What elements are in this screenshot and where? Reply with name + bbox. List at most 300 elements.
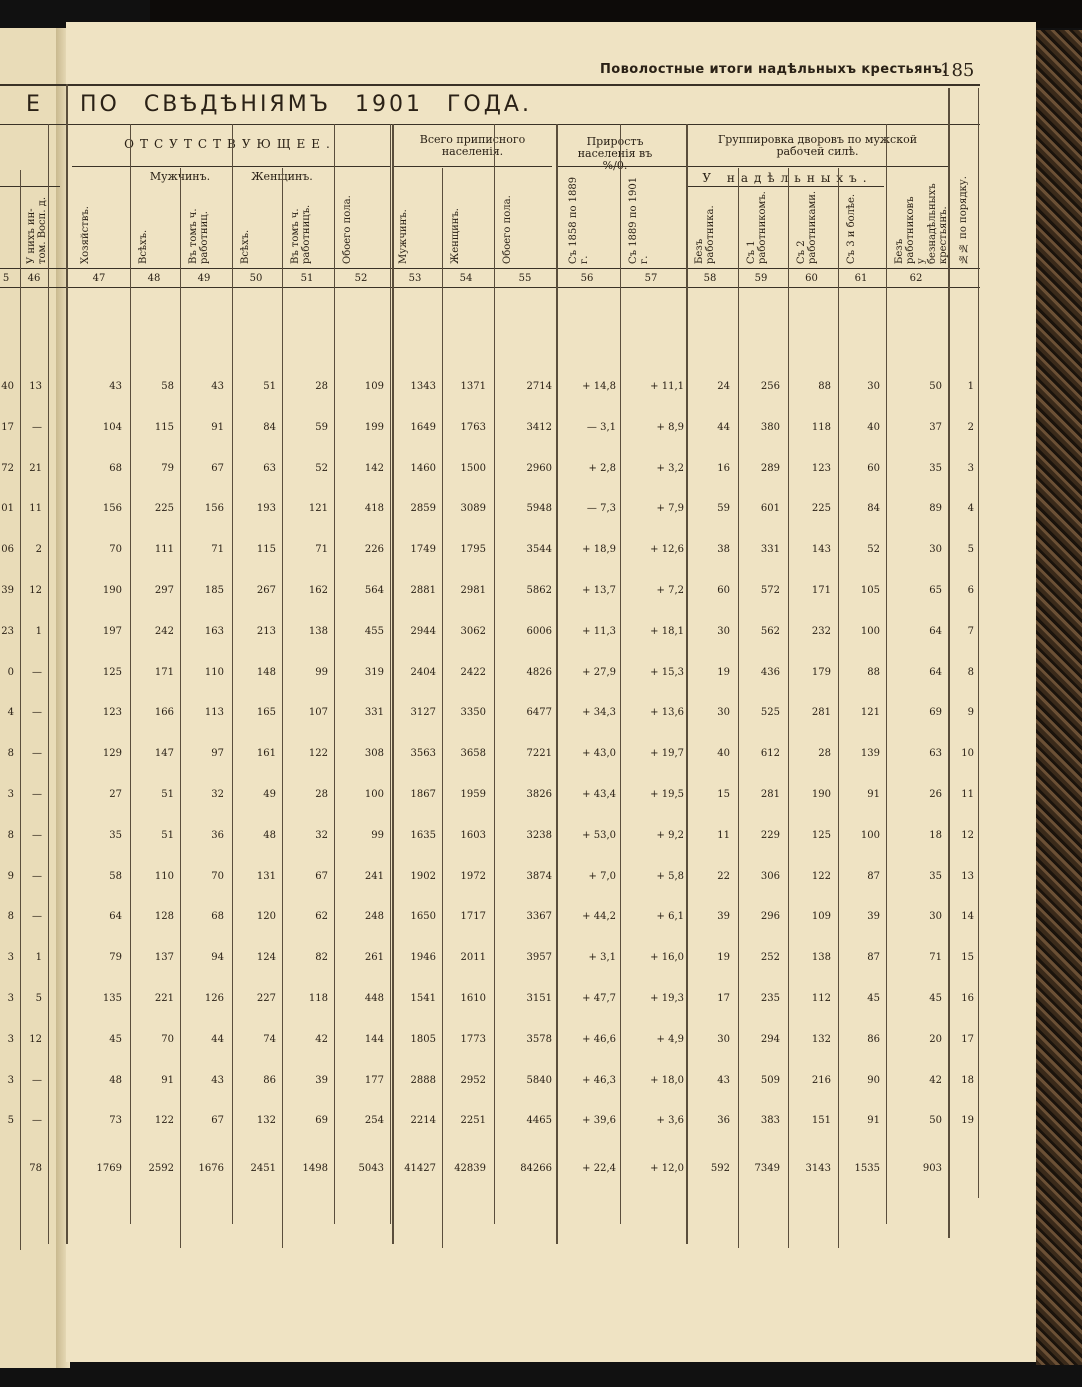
table-cell: 2011 [460,952,486,963]
table-cell: 63 [929,748,942,759]
table-cell: 110 [154,871,174,882]
table-cell: 28 [315,381,328,392]
rule [66,84,68,1244]
table-cell: + 43,4 [582,789,616,800]
rule [392,166,552,167]
table-cell: 39 [315,1075,328,1086]
column-header: №№ по порядку. [958,176,969,264]
table-cell: 67 [211,1115,224,1126]
table-cell: 562 [760,626,780,637]
table-cell: + 15,3 [650,667,684,678]
table-cell: 319 [364,667,384,678]
table-cell: 256 [760,381,780,392]
table-cell: 50 [929,1115,942,1126]
table-cell: 190 [102,585,122,596]
table-cell: 903 [922,1163,942,1174]
table-cell: 12 [961,830,974,841]
column-header: Безъ работниковъ у безнадѣльныхъ крестьянъ. [894,183,949,264]
table-cell: + 19,7 [650,748,684,759]
left-table-cell: 5 [35,993,42,1004]
column-header: Обоего пола. [342,195,353,264]
table-cell: 105 [860,585,880,596]
column-number: 53 [408,273,422,284]
table-cell: 235 [760,993,780,1004]
table-cell: 2981 [460,585,486,596]
table-cell: 40 [717,748,730,759]
title-left-fragment: Е [26,92,40,117]
column-header: Въ томъ ч. работницъ. [290,204,312,264]
table-cell: 2944 [410,626,436,637]
table-cell: 65 [929,585,942,596]
table-cell: 123 [102,707,122,718]
table-cell: 115 [154,422,174,433]
table-cell: 296 [760,911,780,922]
table-cell: 3367 [526,911,552,922]
table-cell: 1535 [854,1163,880,1174]
table-cell: 3350 [460,707,486,718]
table-cell: 63 [263,463,276,474]
table-cell: 232 [811,626,831,637]
table-cell: 44 [717,422,730,433]
column-number: 56 [580,273,594,284]
table-cell: 193 [256,503,276,514]
table-cell: 38 [717,544,730,555]
table-cell: 19 [961,1115,974,1126]
table-cell: 1650 [410,911,436,922]
table-cell: 156 [102,503,122,514]
group-growth: Приростъ населенія въ %/0. [577,135,653,172]
table-cell: + 12,0 [650,1163,684,1174]
table-cell: 161 [256,748,276,759]
table-cell: + 11,3 [582,626,616,637]
table-cell: 45 [929,993,942,1004]
table-cell: 525 [760,707,780,718]
table-cell: 8 [967,667,974,678]
table-cell: 70 [109,544,122,555]
table-cell: 6477 [526,707,552,718]
table-cell: 125 [102,667,122,678]
table-cell: + 5,8 [656,871,684,882]
table-cell: 3151 [526,993,552,1004]
table-cell: 107 [308,707,328,718]
left-table-cell: 11 [29,503,42,514]
table-cell: 148 [256,667,276,678]
table-cell: 19 [717,667,730,678]
table-cell: 1500 [460,463,486,474]
column-number: 57 [644,273,658,284]
table-cell: 213 [256,626,276,637]
table-cell: + 7,9 [656,503,684,514]
left-table-cell: 17 [1,422,14,433]
table-cell: 216 [811,1075,831,1086]
table-cell: 122 [308,748,328,759]
left-table-cell: 23 [1,626,14,637]
table-cell: 138 [308,626,328,637]
table-cell: + 7,0 [588,871,616,882]
table-cell: 59 [717,503,730,514]
rule [494,124,495,1224]
table-cell: 3826 [526,789,552,800]
table-cell: 39 [867,911,880,922]
table-cell: 1 [967,381,974,392]
left-table-cell: — [32,911,42,922]
left-table-cell: 21 [29,463,42,474]
table-cell: + 7,2 [656,585,684,596]
column-header: Съ 2 работниками. [796,190,818,264]
table-cell: 1717 [460,911,486,922]
table-cell: 91 [211,422,224,433]
rule [0,268,980,269]
group-nadel: У надѣльныхъ. [702,171,873,185]
table-cell: 163 [204,626,224,637]
table-cell: 30 [717,707,730,718]
table-cell: 27 [109,789,122,800]
table-cell: + 27,9 [582,667,616,678]
table-cell: + 34,3 [582,707,616,718]
table-cell: 128 [154,911,174,922]
table-cell: 89 [929,503,942,514]
left-column-number: 5 [2,273,10,284]
table-cell: 2960 [526,463,552,474]
table-cell: 69 [929,707,942,718]
table-cell: 5948 [526,503,552,514]
table-cell: 331 [364,707,384,718]
table-cell: 7221 [526,748,552,759]
table-cell: 612 [760,748,780,759]
table-cell: 91 [867,789,880,800]
table-cell: 36 [211,830,224,841]
rule [0,84,980,86]
rule [72,166,390,167]
table-cell: 6006 [526,626,552,637]
table-cell: + 16,0 [650,952,684,963]
table-cell: + 2,8 [588,463,616,474]
table-cell: + 53,0 [582,830,616,841]
table-cell: 91 [161,1075,174,1086]
table-cell: 9 [967,707,974,718]
table-cell: + 9,2 [656,830,684,841]
table-cell: 64 [929,667,942,678]
table-cell: 70 [161,1034,174,1045]
table-cell: 24 [717,381,730,392]
table-cell: 294 [760,1034,780,1045]
table-cell: 79 [161,463,174,474]
table-cell: 306 [760,871,780,882]
table-cell: 15 [961,952,974,963]
column-header: Всѣхъ. [240,229,251,264]
table-cell: 143 [811,544,831,555]
table-cell: 226 [364,544,384,555]
table-cell: 3143 [805,1163,831,1174]
table-cell: 225 [154,503,174,514]
left-table-cell: 3 [7,993,14,1004]
rule [48,124,49,1244]
page [66,22,1036,1362]
table-cell: 281 [811,707,831,718]
table-cell: 35 [929,871,942,882]
left-table-cell: 1 [35,626,42,637]
table-cell: 71 [211,544,224,555]
group-total-population: Всего приписного населенія. [419,133,526,158]
column-header: Женщинъ. [450,208,461,264]
table-cell: 123 [811,463,831,474]
left-table-cell: 01 [1,503,14,514]
group-absent: ОТСУТСТВУЮЩЕЕ. [124,137,336,151]
column-number: 51 [300,273,314,284]
table-cell: 36 [717,1115,730,1126]
table-cell: + 12,6 [650,544,684,555]
table-cell: 122 [154,1115,174,1126]
table-cell: + 43,0 [582,748,616,759]
left-table-cell: 3 [7,789,14,800]
table-cell: 1610 [460,993,486,1004]
table-cell: + 39,6 [582,1115,616,1126]
table-cell: 281 [760,789,780,800]
table-cell: 601 [760,503,780,514]
column-header: Съ 1 работникомъ. [746,191,768,264]
table-cell: 151 [811,1115,831,1126]
table-cell: 383 [760,1115,780,1126]
table-cell: 22 [717,871,730,882]
table-cell: 1972 [460,871,486,882]
table-cell: 179 [811,667,831,678]
table-cell: 156 [204,503,224,514]
column-number: 55 [518,273,532,284]
table-cell: 40 [867,422,880,433]
table-cell: 308 [364,748,384,759]
column-header: Съ 3 и болѣе. [846,193,857,264]
table-cell: 144 [364,1034,384,1045]
table-cell: 88 [818,381,831,392]
rule [0,186,60,187]
left-table-cell: — [32,1115,42,1126]
rule [620,124,621,1224]
group-grouping: Группировка дворовъ по мужской рабочей силѣ. [717,133,918,158]
page-number: 185 [940,60,975,81]
table-cell: 112 [811,993,831,1004]
left-table-cell: 8 [7,911,14,922]
table-cell: 90 [867,1075,880,1086]
table-cell: 48 [109,1075,122,1086]
left-table-cell: — [32,707,42,718]
table-cell: 418 [364,503,384,514]
table-cell: 380 [760,422,780,433]
left-table-cell: 9 [7,871,14,882]
column-number: 47 [92,273,106,284]
table-cell: 142 [364,463,384,474]
table-cell: 221 [154,993,174,1004]
table-cell: 2592 [148,1163,174,1174]
table-cell: 6 [967,585,974,596]
table-cell: 3089 [460,503,486,514]
table-cell: 1649 [410,422,436,433]
table-cell: 132 [811,1034,831,1045]
left-column-number: 46 [27,273,41,284]
table-cell: 509 [760,1075,780,1086]
table-cell: 137 [154,952,174,963]
table-cell: 32 [211,789,224,800]
table-cell: 99 [315,667,328,678]
table-cell: 165 [256,707,276,718]
table-cell: 67 [315,871,328,882]
table-cell: 60 [867,463,880,474]
table-cell: + 44,2 [582,911,616,922]
table-cell: 1867 [410,789,436,800]
table-cell: 2422 [460,667,486,678]
table-cell: 52 [867,544,880,555]
table-cell: + 46,3 [582,1075,616,1086]
table-cell: 42 [929,1075,942,1086]
table-cell: 39 [717,911,730,922]
table-cell: 3127 [410,707,436,718]
table-cell: 171 [811,585,831,596]
column-number: 49 [197,273,211,284]
left-table-cell: 2 [35,544,42,555]
table-cell: 70 [211,871,224,882]
left-table-cell: 3 [7,952,14,963]
table-cell: 455 [364,626,384,637]
table-cell: 3578 [526,1034,552,1045]
table-cell: 18 [929,830,942,841]
table-cell: 49 [263,789,276,800]
left-table-cell: — [32,1075,42,1086]
table-cell: 3544 [526,544,552,555]
table-cell: 10 [961,748,974,759]
table-cell: 43 [109,381,122,392]
table-cell: 5 [967,544,974,555]
table-cell: 48 [263,830,276,841]
table-cell: 289 [760,463,780,474]
table-cell: 2859 [410,503,436,514]
table-cell: 241 [364,871,384,882]
table-cell: 227 [256,993,276,1004]
table-cell: 135 [102,993,122,1004]
table-cell: 60 [717,585,730,596]
table-cell: 35 [109,830,122,841]
table-cell: 14 [961,911,974,922]
left-table-cell: — [32,789,42,800]
column-number: 61 [854,273,868,284]
table-cell: 1773 [460,1034,486,1045]
table-cell: 229 [760,830,780,841]
table-cell: 1805 [410,1034,436,1045]
table-cell: 41427 [404,1163,436,1174]
table-cell: 51 [161,830,174,841]
table-cell: 1635 [410,830,436,841]
table-cell: 30 [717,626,730,637]
table-cell: 59 [315,422,328,433]
rule [978,88,979,1198]
table-cell: + 13,7 [582,585,616,596]
table-cell: 30 [929,911,942,922]
table-cell: 11 [961,789,974,800]
table-cell: 139 [860,748,880,759]
table-cell: 64 [109,911,122,922]
column-header: Въ томъ ч. работниц. [188,208,210,264]
table-cell: 118 [811,422,831,433]
table-cell: 2251 [460,1115,486,1126]
table-cell: 1769 [96,1163,122,1174]
table-cell: 242 [154,626,174,637]
table-cell: 69 [315,1115,328,1126]
table-cell: + 3,1 [588,952,616,963]
table-cell: + 3,6 [656,1115,684,1126]
table-cell: 35 [929,463,942,474]
column-header: Хозяйствъ. [80,206,91,264]
table-cell: 97 [211,748,224,759]
left-table-cell: — [32,422,42,433]
table-cell: 84266 [520,1163,552,1174]
left-table-cell: 12 [29,585,42,596]
column-number: 54 [459,273,473,284]
table-cell: + 11,1 [650,381,684,392]
table-cell: 45 [109,1034,122,1045]
table-cell: 19 [717,952,730,963]
table-cell: 58 [109,871,122,882]
table-cell: 254 [364,1115,384,1126]
table-cell: 147 [154,748,174,759]
table-cell: 20 [929,1034,942,1045]
table-cell: 84 [867,503,880,514]
table-cell: 1603 [460,830,486,841]
table-cell: 2952 [460,1075,486,1086]
left-table-cell: — [32,667,42,678]
table-cell: + 13,6 [650,707,684,718]
rule [0,124,980,125]
table-cell: 43 [717,1075,730,1086]
column-number: 48 [147,273,161,284]
table-cell: 51 [161,789,174,800]
table-cell: 11 [717,830,730,841]
rule [0,287,980,288]
table-cell: 68 [109,463,122,474]
table-cell: 3 [967,463,974,474]
table-cell: 1460 [410,463,436,474]
table-cell: 125 [811,830,831,841]
left-table-cell: 1 [35,952,42,963]
table-cell: 91 [867,1115,880,1126]
table-cell: 1676 [198,1163,224,1174]
table-cell: 64 [929,626,942,637]
table-cell: + 18,9 [582,544,616,555]
left-table-cell: 72 [1,463,14,474]
table-cell: 87 [867,871,880,882]
table-cell: 51 [263,381,276,392]
table-cell: 1902 [410,871,436,882]
table-cell: 436 [760,667,780,678]
table-cell: 79 [109,952,122,963]
table-cell: 138 [811,952,831,963]
table-cell: 30 [717,1034,730,1045]
table-cell: 100 [364,789,384,800]
table-cell: 26 [929,789,942,800]
table-cell: 43 [211,381,224,392]
table-cell: 104 [102,422,122,433]
table-cell: 1541 [410,993,436,1004]
table-cell: 121 [860,707,880,718]
table-cell: 42839 [454,1163,486,1174]
left-table-cell: 3 [7,1075,14,1086]
table-cell: + 8,9 [656,422,684,433]
table-cell: 94 [211,952,224,963]
table-cell: 126 [204,993,224,1004]
table-cell: 17 [961,1034,974,1045]
table-cell: 1795 [460,544,486,555]
left-table-cell: 40 [1,381,14,392]
table-cell: 2214 [410,1115,436,1126]
table-cell: 592 [710,1163,730,1174]
table-cell: 4465 [526,1115,552,1126]
